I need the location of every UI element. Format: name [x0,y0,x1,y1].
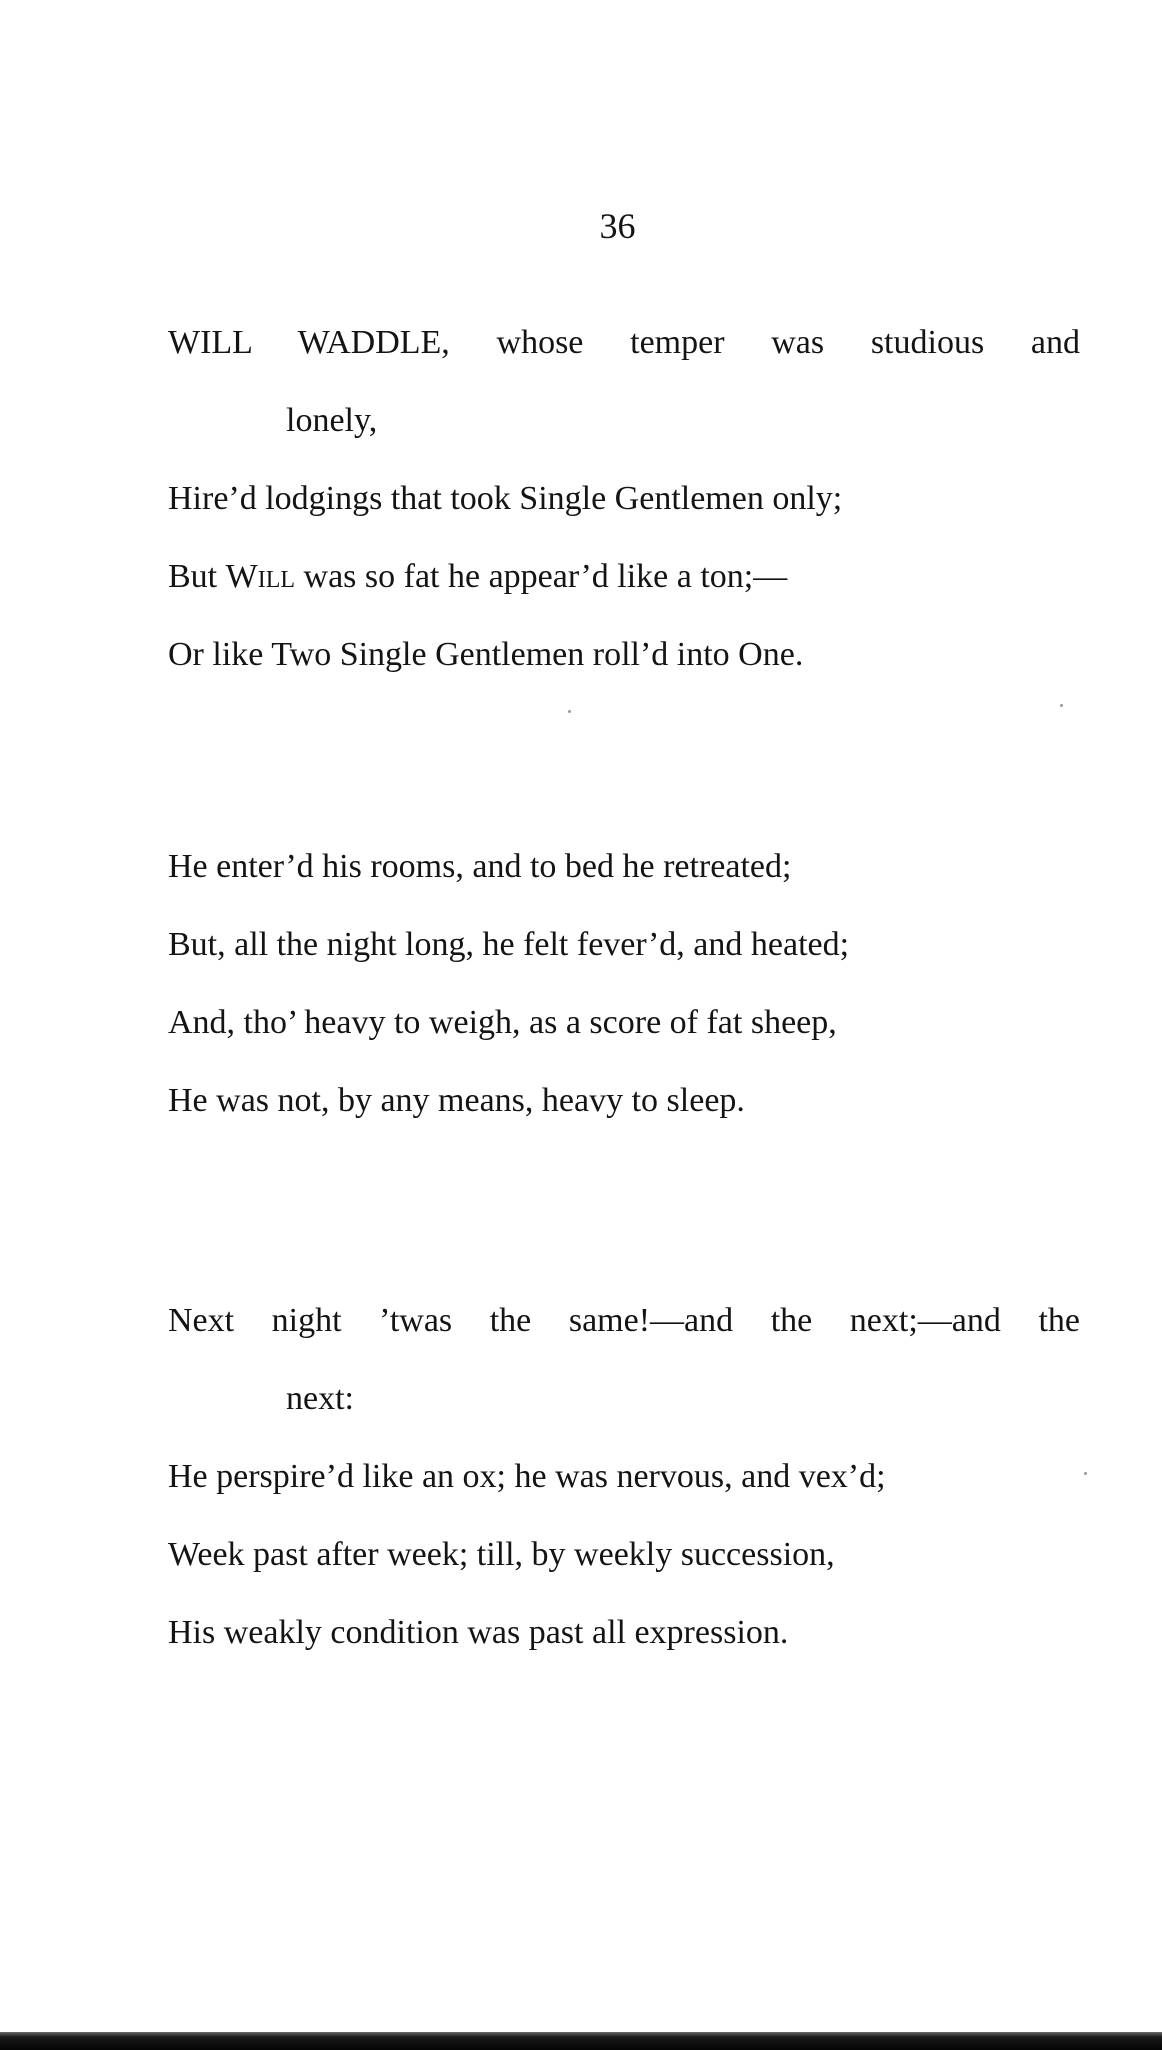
small-caps-name: Will [225,558,296,595]
stanza-1 [168,304,1080,694]
verse-line: Or like Two Single Gentlemen roll’d into One. [168,636,804,673]
verse-line: Hire’d lodgings that took Single Gentlemen only; [168,480,843,517]
verse-line [168,538,1080,616]
page-number: 36 [599,206,636,246]
paper-speck [568,710,571,713]
verse-line-continuation: lonely, [286,402,378,439]
verse-line: But, all the night long, he felt fever’d, and heated; [168,926,850,963]
verse-line: Next night ’twas the same!—and the next;—and the [168,1302,1080,1339]
verse-line: WILL WADDLE, whose temper was studious and [168,324,1080,361]
paper-speck [1084,1472,1087,1475]
verse-line: He enter’d his rooms, and to bed he retreated; [168,848,792,885]
stanza-3 [168,1282,1080,1672]
verse-text: was so fat he appear’d like a ton;— [295,558,788,595]
verse-line: His weakly condition was past all expression. [168,1614,789,1651]
paper-speck [1060,704,1063,707]
verse-text: But [168,558,226,595]
verse-line: Week past after week; till, by weekly succession, [168,1536,835,1573]
verse-line-continuation: next: [286,1380,354,1417]
stanza-2 [168,828,1080,1140]
verse-line: He perspire’d like an ox; he was nervous, and vex’d; [168,1458,886,1495]
page-bottom-edge [0,2032,1162,2050]
verse-line: And, tho’ heavy to weigh, as a score of fat sheep, [168,1004,837,1041]
verse-line: He was not, by any means, heavy to sleep. [168,1082,745,1119]
